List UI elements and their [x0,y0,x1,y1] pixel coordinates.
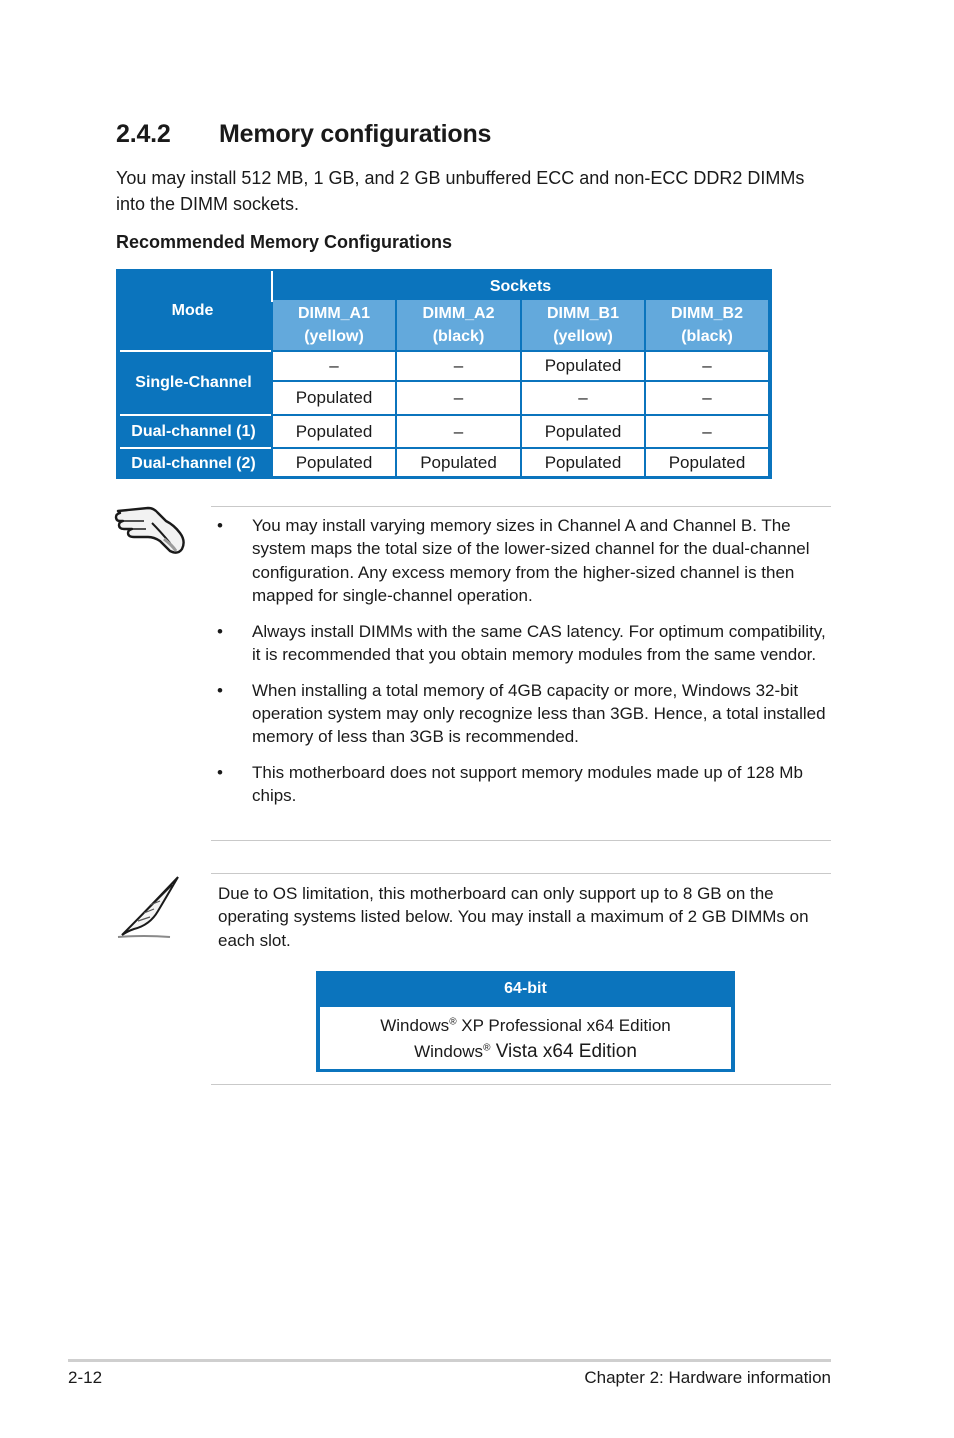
feather-note-icon [114,873,184,948]
list-item: • You may install varying memory sizes in Channel A and Channel B. The system maps the total size of the lower-sized channel for the dual-channel configuration. Any excess memory from the higher-sized channel is then mapped for single-channel operation. [217,516,810,605]
note-bottom-rule [211,840,831,841]
column-header-dimm-a1: DIMM_A1 (yellow) [273,300,395,350]
table-cell: – [397,382,520,414]
os-table [316,971,735,1072]
os-table-body [320,1007,731,1069]
section-number: 2.4.2 [116,120,171,148]
intro-paragraph: You may install 512 MB, 1 GB, and 2 GB unbuffered ECC and non-ECC DDR2 DIMMs into the DIMM sockets. [116,168,805,214]
os-table-header: 64-bit [504,980,547,997]
hand-note-icon [114,503,188,560]
list-item: • Always install DIMMs with the same CAS latency. For optimum compatibility, it is recommended that you obtain memory modules from the same vendor. [217,621,826,664]
note-bottom-rule [211,1084,831,1085]
list-item: • This motherboard does not support memory modules made up of 128 Mb chips. [217,763,803,806]
column-header-dimm-b1: DIMM_B1 (yellow) [522,300,644,350]
mode-single-channel: Single-Channel [135,374,252,391]
note-top-rule [211,506,831,507]
table-cell: – [273,352,395,380]
footer-rule [68,1359,831,1362]
note-top-rule [211,873,831,874]
list-item: • When installing a total memory of 4GB capacity or more, Windows 32-bit operation system may only recognize less than 3GB. Hence, a total installed memory of less than 3GB is recommended. [217,680,826,747]
table-cell: – [397,416,520,447]
data-grid [271,350,768,475]
os-row: Windows® XP Professional x64 Edition [380,1016,671,1035]
section-title: Memory configurations [219,120,492,148]
section-heading [116,120,491,149]
os-row: Windows® Vista x64 Edition [414,1041,637,1062]
notes-list [214,514,826,820]
table-cell: – [646,382,768,414]
table-cell: Populated [522,416,644,447]
mode-dual-channel-1: Dual-channel (1) [131,422,256,440]
sockets-header: Sockets [273,269,768,300]
table-cell: Populated [273,416,395,447]
column-header-dimm-a2: DIMM_A2 (black) [397,300,520,350]
chapter-title: Chapter 2: Hardware information [584,1368,831,1387]
table-cell: Populated [646,449,768,476]
table-cell: Populated [273,449,395,476]
table-cell: Populated [397,449,520,476]
mode-header: Mode [171,301,214,319]
table-cell: – [646,352,768,380]
table-title: Recommended Memory Configurations [116,232,453,252]
table-cell: Populated [273,382,395,414]
table-cell: – [522,382,644,414]
mode-dual-channel-2: Dual-channel (2) [131,455,256,472]
table-cell: – [397,352,520,380]
column-header-dimm-b2: DIMM_B2 (black) [646,300,768,350]
table-cell: – [646,416,768,447]
page-number: 2-12 [68,1368,103,1387]
header-divider [271,271,273,302]
table-cell: Populated [522,352,644,380]
table-cell: Populated [522,449,644,476]
memory-config-table [116,269,772,479]
os-limitation-note: Due to OS limitation, this motherboard can only support up to 8 GB on the operating systems listed below. You may install a maximum of 2 GB DIMMs on each slot. [218,884,809,950]
